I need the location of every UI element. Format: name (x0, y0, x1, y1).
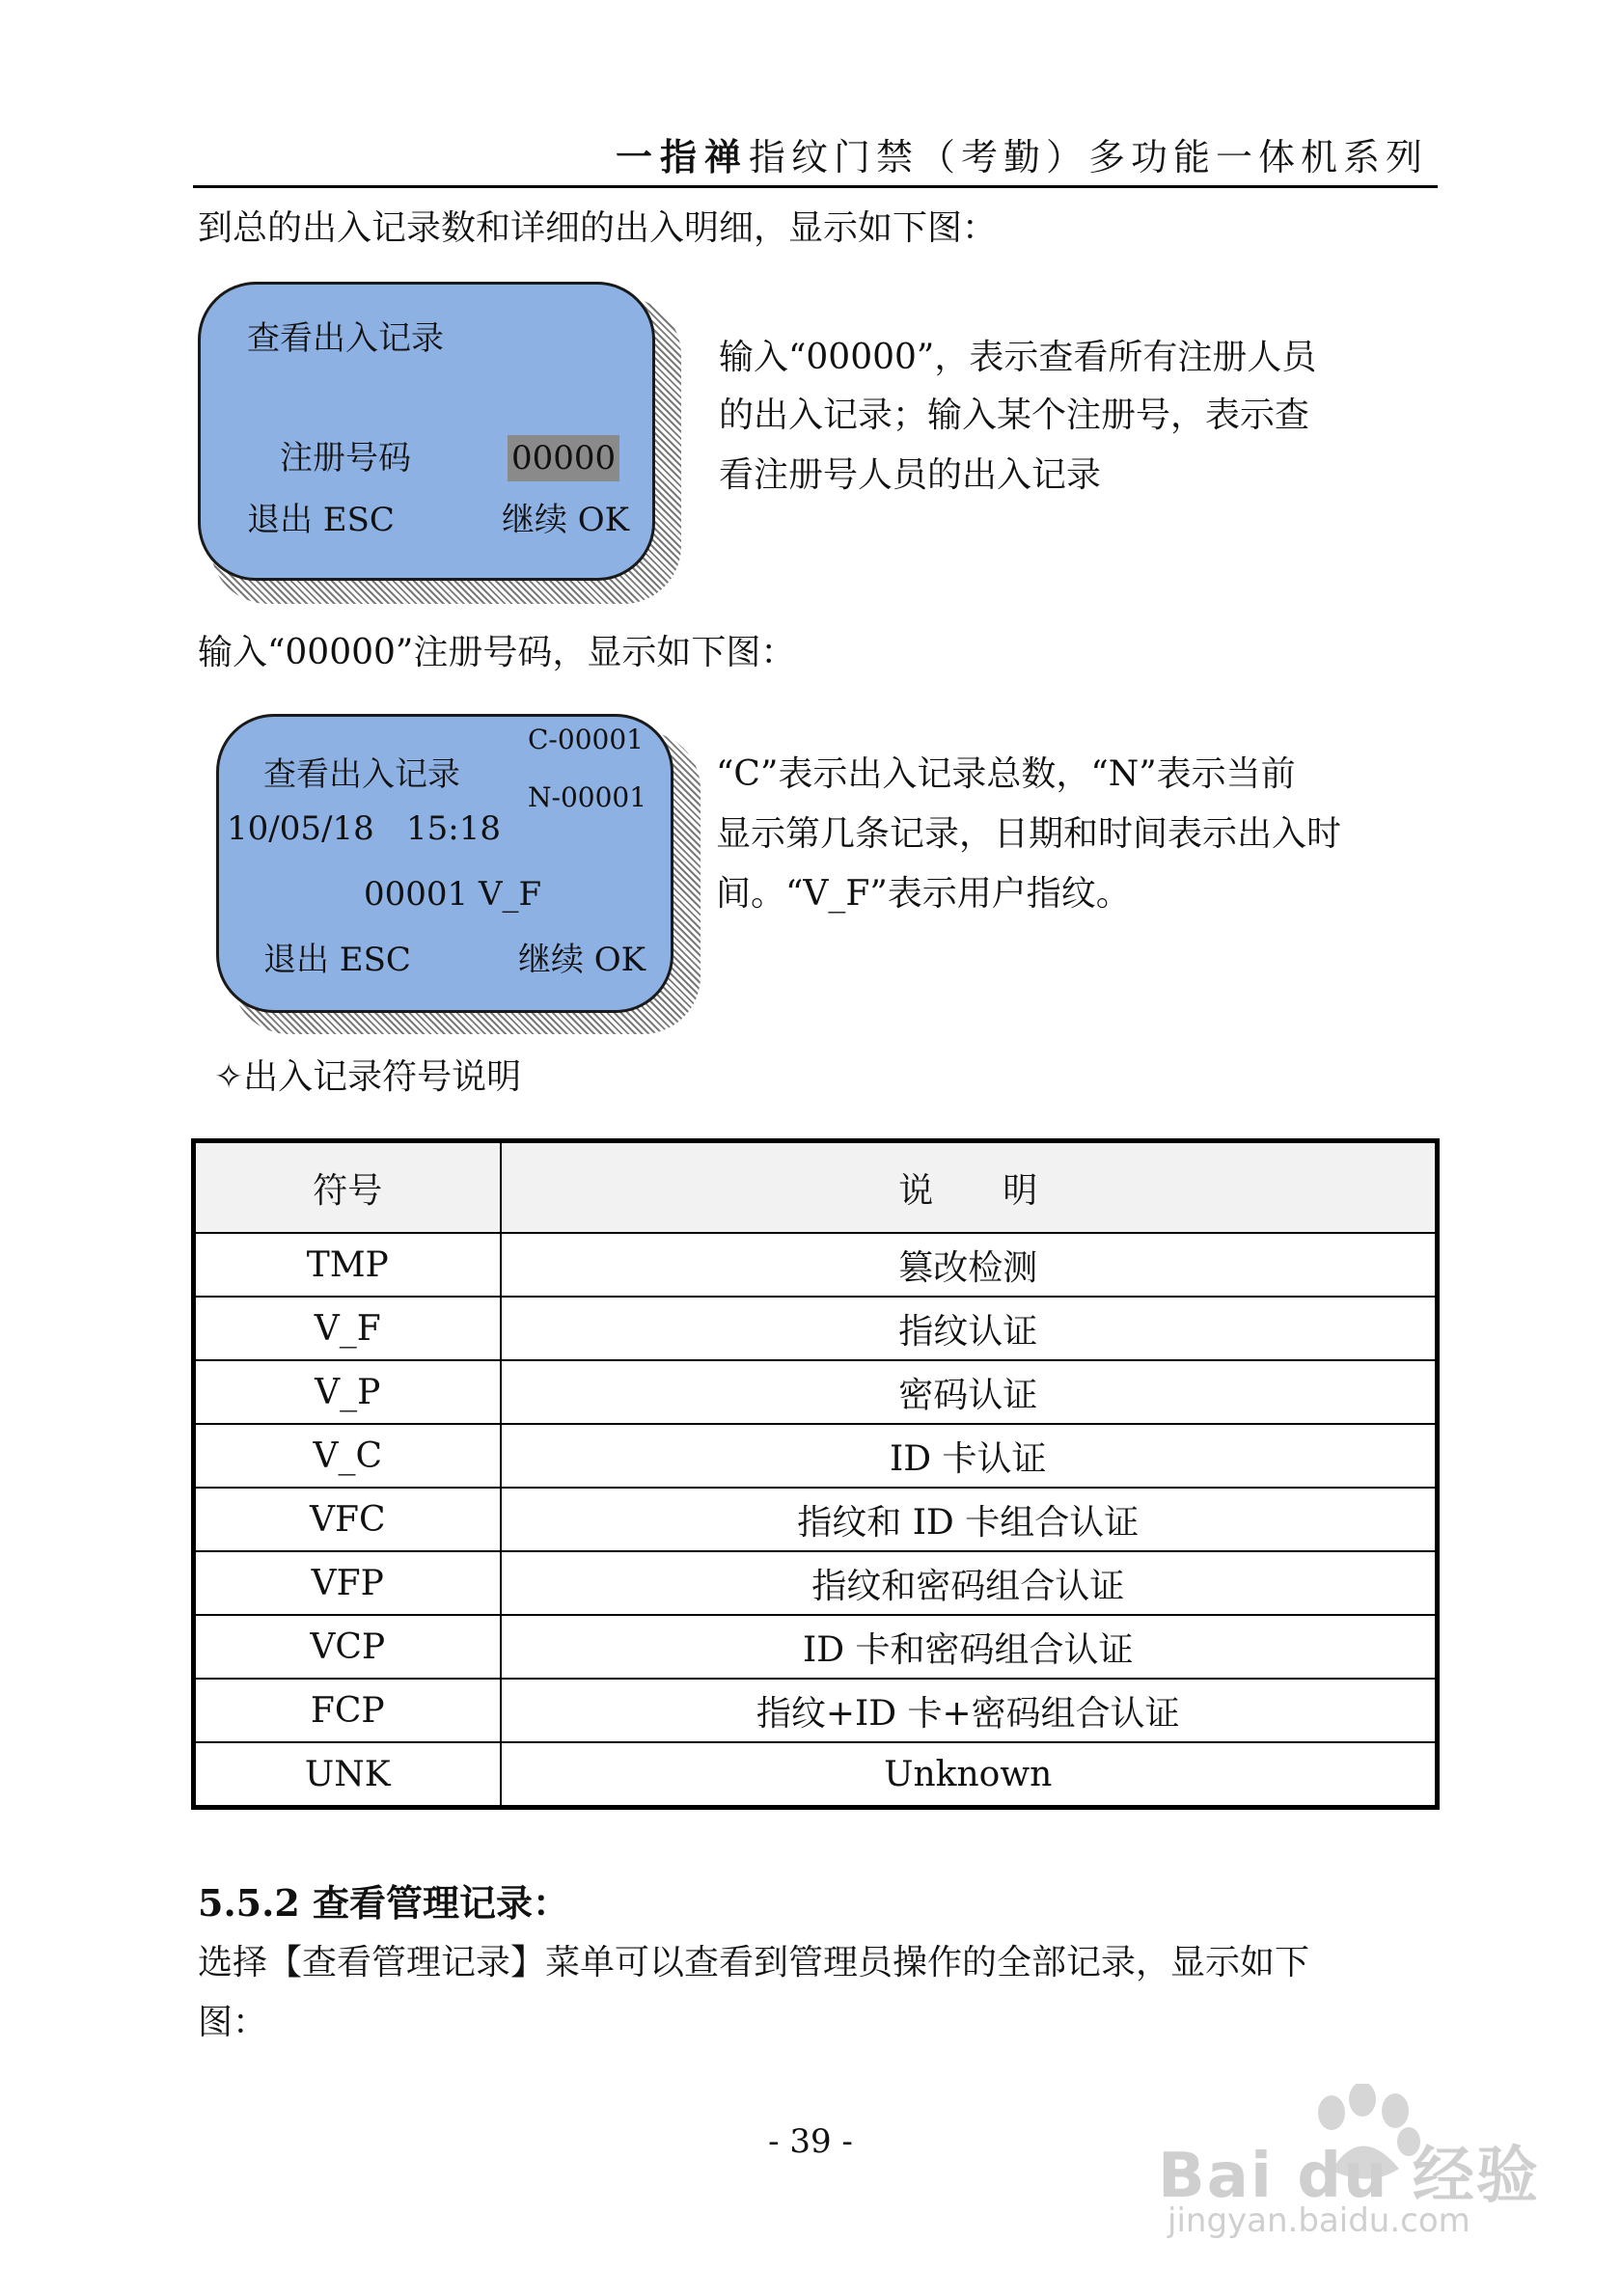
symbol-cell: V_C (194, 1424, 501, 1488)
lcd-screen-1 (198, 282, 655, 581)
description-cell: 指纹和 ID 卡组合认证 (501, 1488, 1438, 1551)
screen2-time: 15:18 (406, 809, 501, 848)
section-line-2: 图： (198, 2003, 268, 2042)
screen2-exit-label: 退出 ESC (263, 941, 411, 979)
symbol-table (191, 1138, 1440, 1810)
table-row (194, 1679, 1438, 1742)
screen2-date: 10/05/18 (227, 809, 374, 848)
screen2-record-index: N-00001 (528, 781, 647, 813)
screen1-field-value (508, 439, 619, 478)
table-row (194, 1297, 1438, 1360)
header-brand: 一指禅 (615, 136, 749, 178)
baidu-watermark-logo (1158, 2084, 1544, 2212)
symbol-cell: FCP (194, 1679, 501, 1742)
screen1-exit-label: 退出 ESC (247, 501, 395, 539)
column-header-description: 说 明 (501, 1141, 1438, 1234)
watermark-url: jingyan.baidu.com (1168, 2201, 1470, 2240)
table-row (194, 1488, 1438, 1551)
screen1-field-label: 注册号码 (280, 439, 411, 478)
screen2-record-count: C-00001 (528, 724, 644, 755)
table-row (194, 1424, 1438, 1488)
screen1-ok-label: 继续 OK (502, 501, 630, 539)
legend-heading: ✧出入记录符号说明 (214, 1057, 522, 1097)
intro-line: 到总的出入记录数和详细的出入明细，显示如下图： (198, 208, 998, 248)
table-row (194, 1233, 1438, 1297)
header-title (616, 127, 1428, 180)
symbol-cell: VFP (194, 1551, 501, 1615)
symbol-cell: VCP (194, 1615, 501, 1679)
description-cell: 密码认证 (501, 1360, 1438, 1424)
table-row (194, 1360, 1438, 1424)
screen1-desc-line-2: 的出入记录；输入某个注册号，表示查 (719, 396, 1310, 435)
column-header-symbol: 符号 (194, 1141, 501, 1234)
lcd-screen-2 (216, 714, 673, 1013)
header-rule (193, 185, 1438, 188)
description-cell: 指纹+ID 卡+密码组合认证 (501, 1679, 1438, 1742)
screen1-title: 查看出入记录 (247, 319, 444, 358)
screen2-record: 00001 V_F (364, 875, 542, 914)
page-number: - 39 - (768, 2122, 853, 2161)
symbol-cell: VFC (194, 1488, 501, 1551)
screen2-ok-label: 继续 OK (518, 941, 646, 979)
symbol-cell: TMP (194, 1233, 501, 1297)
description-cell: 指纹和密码组合认证 (501, 1551, 1438, 1615)
screen2-desc-line-3: 间。“V_F”表示用户指纹。 (716, 874, 1131, 914)
screen2-desc-line-1: “C”表示出入记录总数，“N”表示当前 (716, 754, 1296, 794)
screen1-desc-line-1: 输入“00000”，表示查看所有注册人员 (719, 338, 1317, 377)
watermark-logo-text: Bai du 经验 (1158, 2141, 1540, 2212)
symbol-cell: V_P (194, 1360, 501, 1424)
symbol-cell: V_F (194, 1297, 501, 1360)
table-row (194, 1551, 1438, 1615)
description-cell: 指纹认证 (501, 1297, 1438, 1360)
description-cell: 篡改检测 (501, 1233, 1438, 1297)
description-cell: Unknown (501, 1742, 1438, 1808)
screen2-title: 查看出入记录 (263, 755, 460, 794)
section-line-1: 选择【查看管理记录】菜单可以查看到管理员操作的全部记录，显示如下 (198, 1943, 1310, 1982)
screen2-desc-line-2: 显示第几条记录，日期和时间表示出入时 (716, 814, 1342, 854)
registration-number-highlight: 00000 (508, 435, 619, 481)
middle-line: 输入“00000”注册号码，显示如下图： (198, 633, 796, 672)
header-subtitle: 指纹门禁（考勤）多功能一体机系列 (748, 136, 1428, 178)
symbol-cell: UNK (194, 1742, 501, 1808)
table-header-row (194, 1141, 1438, 1234)
description-cell: ID 卡和密码组合认证 (501, 1615, 1438, 1679)
table-row (194, 1742, 1438, 1808)
table-row (194, 1615, 1438, 1679)
description-cell: ID 卡认证 (501, 1424, 1438, 1488)
section-title: 5.5.2 查看管理记录： (198, 1881, 570, 1925)
screen1-desc-line-3: 看注册号人员的出入记录 (719, 455, 1102, 495)
